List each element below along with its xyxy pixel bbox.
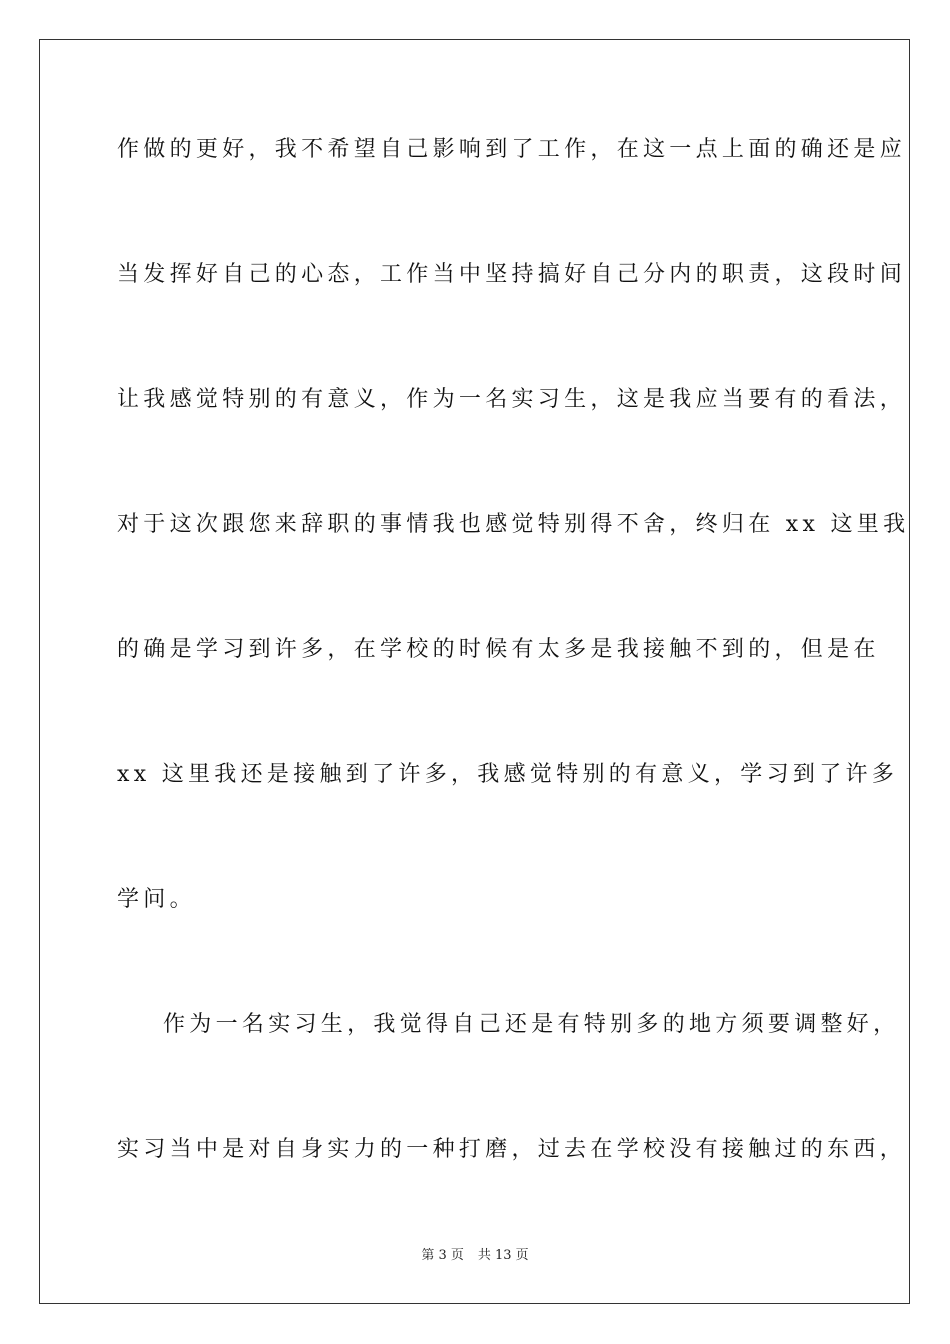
page-footer: [0, 1247, 950, 1265]
body-text-line: xx 这里我还是接触到了许多，我感觉特别的有意义，学习到了许多: [117, 762, 899, 787]
page-frame: [39, 39, 910, 1304]
body-text-line: 的确是学习到许多，在学校的时候有太多是我接触不到的，但是在: [117, 637, 880, 662]
body-text-line: 学问。: [117, 887, 196, 912]
body-text-line: 作做的更好，我不希望自己影响到了工作，在这一点上面的确还是应: [117, 137, 907, 162]
body-text-line: 当发挥好自己的心态，工作当中坚持搞好自己分内的职责，这段时间: [117, 262, 907, 287]
page-number: 第 3 页: [421, 1248, 464, 1263]
body-text-line: 让我感觉特别的有意义，作为一名实习生，这是我应当要有的看法，: [117, 387, 907, 412]
body-text-line: 实习当中是对自身实力的一种打磨，过去在学校没有接触过的东西，: [117, 1137, 907, 1162]
body-text-line: 对于这次跟您来辞职的事情我也感觉特别得不舍，终归在 xx 这里我: [117, 512, 910, 537]
paragraph-first-line: 作为一名实习生，我觉得自己还是有特别多的地方须要调整好，: [163, 1012, 900, 1037]
total-pages: 共 13 页: [477, 1248, 529, 1263]
